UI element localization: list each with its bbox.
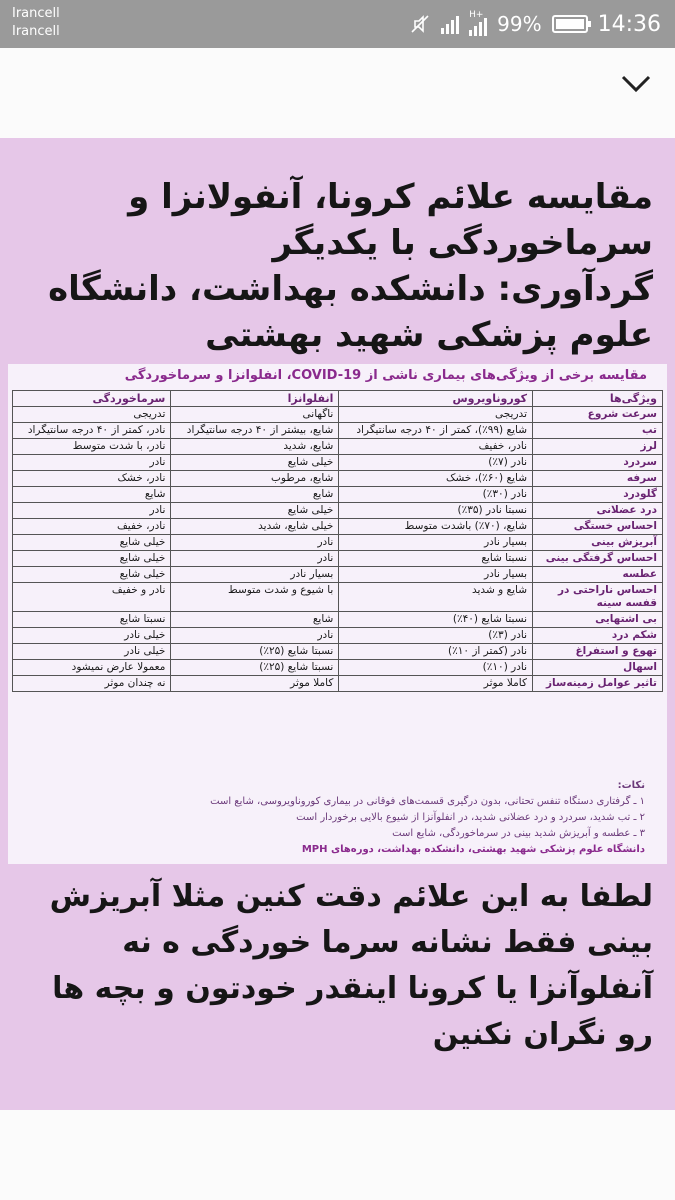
table-cell: بی اشتهایی [533, 612, 663, 628]
table-cell: با شیوع و شدت متوسط [171, 583, 339, 612]
table-cell: سرعت شروع [533, 407, 663, 423]
table-cell: خیلی شایع، شدید [171, 519, 339, 535]
table-row [13, 519, 663, 535]
table-cell: خیلی شایع [13, 551, 171, 567]
comparison-table [12, 390, 663, 692]
table-cell: معمولا عارض نمیشود [13, 660, 171, 676]
table-header-cell: انفلوانزا [171, 391, 339, 407]
table-cell: نادر (۳٪) [339, 628, 533, 644]
network-type: H+ [469, 10, 484, 20]
table-cell: نادر (۱۰٪) [339, 660, 533, 676]
note-2: ۲ ـ تب شدید، سردرد و درد عضلانی شدید، در انفلوآنزا از شیوع بالایی برخوردار است [296, 812, 645, 823]
table-cell: تهوع و استفراغ [533, 644, 663, 660]
table-row [13, 628, 663, 644]
clock: 14:36 [597, 11, 661, 37]
table-cell: خیلی نادر [13, 628, 171, 644]
table-cell: نادر (۷٪) [339, 455, 533, 471]
table-cell: نادر، با شدت متوسط [13, 439, 171, 455]
post-footer-text: لطفا به این علائم دقت کنین مثلا آبریزش بینی فقط نشانه سرما خوردگی ه نه آنفلوآنزا یا کرونا اینقدر خودتون و بچه ها رو نگران نکنین [49, 879, 653, 1052]
table-cell: نادر و خفیف [13, 583, 171, 612]
table-cell: نادر، کمتر از ۴۰ درجه سانتیگراد [13, 423, 171, 439]
table-cell: سردرد [533, 455, 663, 471]
table-cell: خیلی شایع [171, 455, 339, 471]
note-3: ۳ ـ عطسه و آبریزش شدید بینی در سرماخوردگی، شایع است [392, 828, 645, 839]
chevron-down-icon[interactable] [619, 66, 653, 100]
post-image [0, 138, 675, 1110]
table-cell: کاملا موثر [171, 676, 339, 692]
mute-icon [409, 13, 431, 35]
table-row [13, 503, 663, 519]
table-cell: بسیار نادر [171, 567, 339, 583]
table-cell: اسهال [533, 660, 663, 676]
note-1: ۱ ـ گرفتاری دستگاه تنفس تحتانی، بدون درگیری قسمت‌های فوقانی در بیماری کوروناویروسی، شایع است [210, 796, 645, 807]
table-cell: شایع، مرطوب [171, 471, 339, 487]
table-row [13, 676, 663, 692]
table-cell: احساس ناراحتی در قفسه سینه [533, 583, 663, 612]
table-cell: سرفه [533, 471, 663, 487]
table-cell: ناگهانی [171, 407, 339, 423]
table-cell: شایع، (۷۰٪) باشدت متوسط [339, 519, 533, 535]
table-row [13, 660, 663, 676]
notes-header: نکات: [617, 780, 645, 791]
table-cell: نسبتا شایع [339, 551, 533, 567]
table-cell: شایع [13, 487, 171, 503]
battery-icon [552, 15, 588, 33]
carrier-1: Irancell [12, 6, 60, 21]
table-cell: خیلی نادر [13, 644, 171, 660]
table-row [13, 471, 663, 487]
table-cell: احساس گرفتگی بینی [533, 551, 663, 567]
table-cell: آبریزش بینی [533, 535, 663, 551]
table-cell: نادر، خفیف [339, 439, 533, 455]
status-bar [0, 0, 675, 48]
table-cell: تب [533, 423, 663, 439]
table-row [13, 644, 663, 660]
table-cell: خیلی شایع [13, 535, 171, 551]
table-cell: گلودرد [533, 487, 663, 503]
table-row [13, 535, 663, 551]
table-row [13, 439, 663, 455]
table-cell: نسبتا شایع (۴۰٪) [339, 612, 533, 628]
table-cell: بسیار نادر [339, 567, 533, 583]
post-heading: مقایسه علائم کرونا، آنفولانزا و سرماخوردگی با یکدیگر گردآوری: دانشکده بهداشت، دانشگاه علوم پزشکی شهید بهشتی [48, 177, 653, 355]
table-cell: شایع، بیشتر از ۴۰ درجه سانتیگراد [171, 423, 339, 439]
table-cell: عطسه [533, 567, 663, 583]
notes-section [25, 778, 645, 858]
table-row [13, 612, 663, 628]
table-cell: نه چندان موثر [13, 676, 171, 692]
table-cell: نسبتا نادر (۳۵٪) [339, 503, 533, 519]
carrier-2: Irancell [12, 24, 60, 39]
table-header-cell: کوروناویروس [339, 391, 533, 407]
table-cell: احساس خستگی [533, 519, 663, 535]
table-cell: شایع [171, 487, 339, 503]
table-cell: نسبتا شایع [13, 612, 171, 628]
table-cell: نادر [13, 503, 171, 519]
comparison-table-panel [8, 364, 667, 864]
table-cell: خیلی شایع [171, 503, 339, 519]
table-row [13, 407, 663, 423]
table-cell: بسیار نادر [339, 535, 533, 551]
table-header-cell: سرماخوردگی [13, 391, 171, 407]
table-cell: کاملا موثر [339, 676, 533, 692]
table-cell: لرز [533, 439, 663, 455]
table-cell: نادر، خفیف [13, 519, 171, 535]
table-cell: شایع (۹۹٪)، کمتر از ۴۰ درجه سانتیگراد [339, 423, 533, 439]
table-cell: تدریجی [339, 407, 533, 423]
table-cell: شایع و شدید [339, 583, 533, 612]
table-cell: نادر [13, 455, 171, 471]
table-row [13, 487, 663, 503]
table-cell: نادر (کمتر از ۱۰٪) [339, 644, 533, 660]
table-row [13, 567, 663, 583]
table-cell: شایع [171, 612, 339, 628]
table-title: مقایسه برخی از ویژگی‌های بیماری ناشی از COVID-19، انفلوانزا و سرماخوردگی [124, 368, 647, 383]
table-cell: نادر (۳۰٪) [339, 487, 533, 503]
battery-percent: 99% [497, 12, 542, 36]
table-cell: نسبتا شایع (۲۵٪) [171, 660, 339, 676]
table-cell: شایع، شدید [171, 439, 339, 455]
source-credit: دانشگاه علوم پزشکی شهید بهشتی، دانشکده بهداشت، دوره‌های MPH [301, 844, 645, 855]
table-cell: نادر [171, 535, 339, 551]
table-row [13, 455, 663, 471]
table-cell: تاثیر عوامل زمینه‌ساز [533, 676, 663, 692]
table-cell: نادر [171, 551, 339, 567]
status-icons [409, 0, 661, 48]
table-cell: نسبتا شایع (۲۵٪) [171, 644, 339, 660]
table-row [13, 423, 663, 439]
table-cell: شکم درد [533, 628, 663, 644]
table-cell: شایع (۶۰٪)، خشک [339, 471, 533, 487]
table-cell: نادر [171, 628, 339, 644]
table-cell: نادر، خشک [13, 471, 171, 487]
table-cell: تدریجی [13, 407, 171, 423]
signal-icon [441, 14, 459, 34]
table-header-cell: ویژگی‌ها [533, 391, 663, 407]
table-row [13, 551, 663, 567]
table-cell: خیلی شایع [13, 567, 171, 583]
table-row [13, 583, 663, 612]
table-cell: درد عضلانی [533, 503, 663, 519]
